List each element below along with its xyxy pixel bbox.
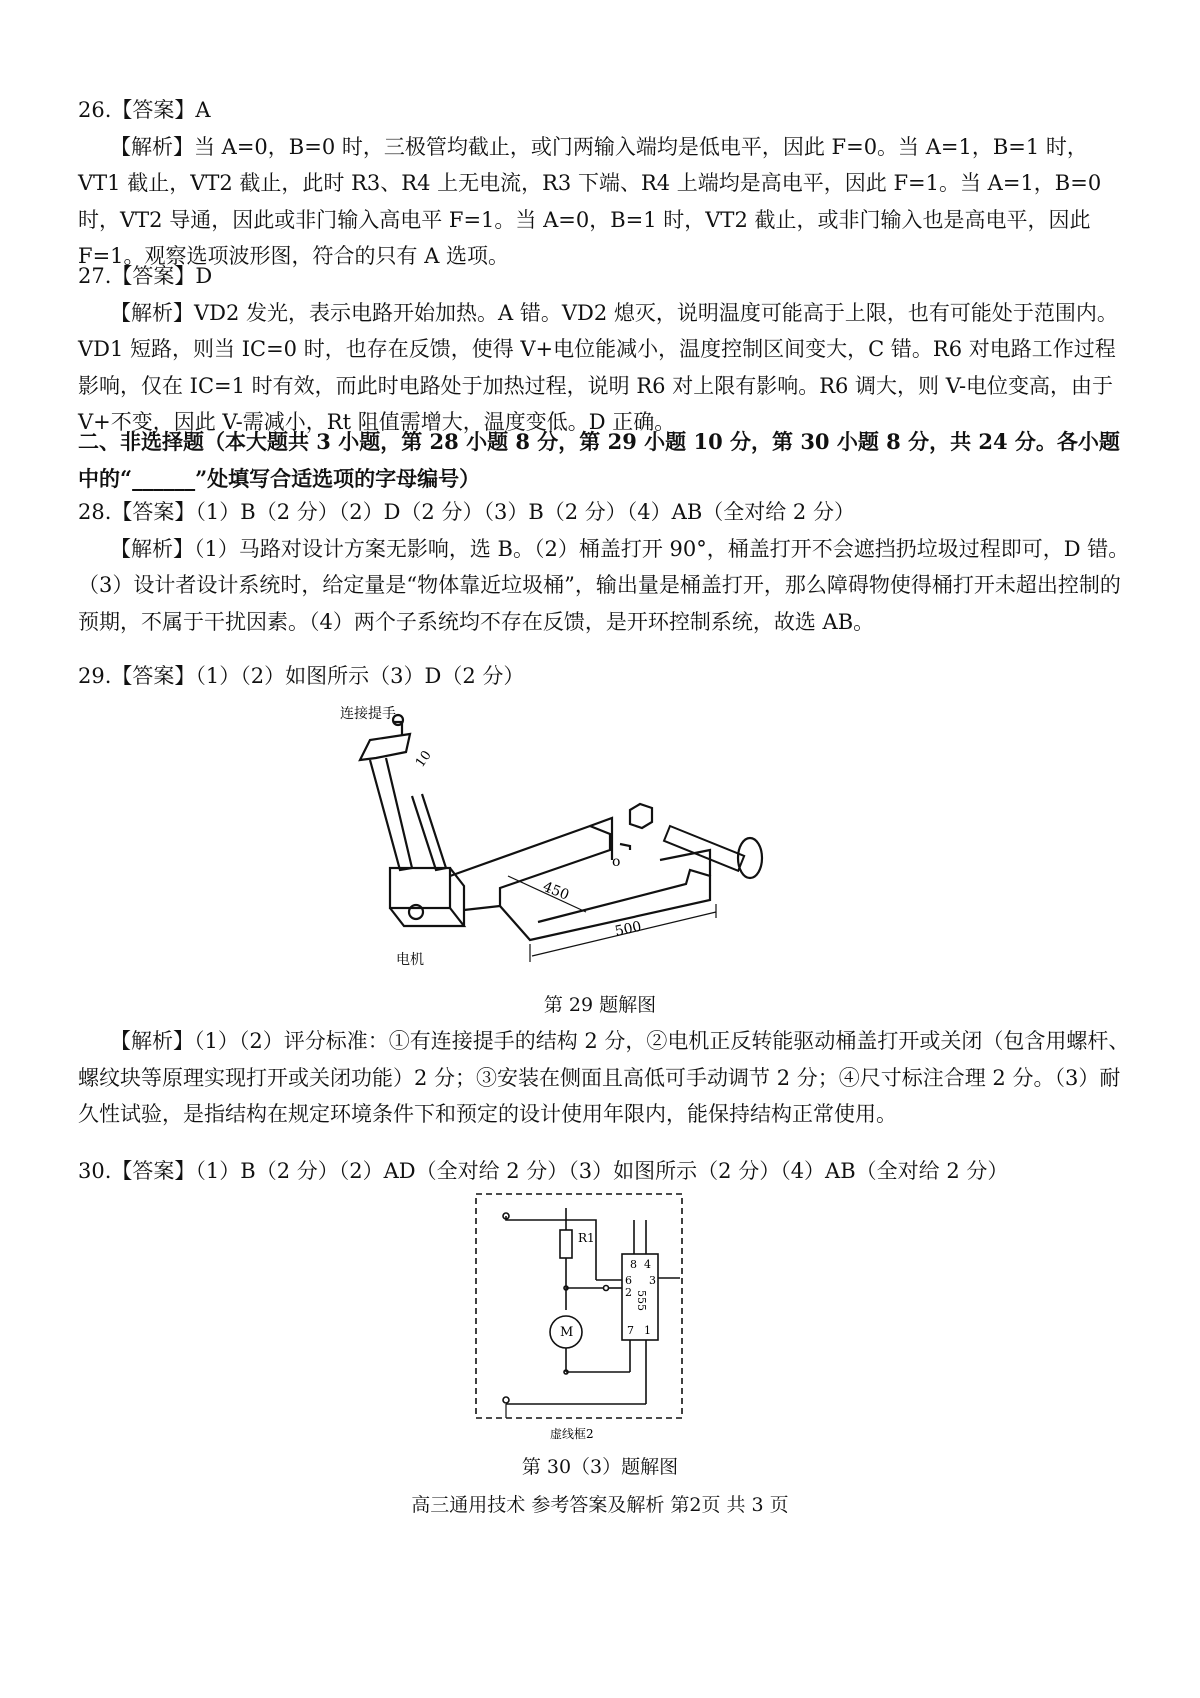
- pin-7: 7: [627, 1324, 634, 1337]
- section2-heading-block: [78, 424, 1130, 497]
- q29-answer-block: [78, 658, 1130, 695]
- page-footer: 高三通用技术 参考答案及解析 第2页 共 3 页: [411, 1494, 789, 1516]
- nut: [630, 804, 652, 828]
- bolt-head: [738, 838, 762, 878]
- q29-analysis: 【解析】（1）（2）评分标准：①有连接提手的结构 2 分，②电机正反转能驱动桶盖打开或关闭（包含用螺杆、螺纹块等原理实现打开或关闭功能）2 分；③安装在侧面且高低可手动调节 2 分；④尺寸标注合理 2 分。（3）耐久性试验，是指结构在规定环境条件下和预定的设计使用年限内，能保持结构正常使用。: [78, 1029, 1130, 1126]
- frame-hole-label: o: [612, 854, 621, 870]
- q27-answer: 27.【答案】D: [78, 264, 213, 288]
- frame: [450, 826, 610, 910]
- q28-analysis: 【解析】（1）马路对设计方案无影响，选 B。（2）桶盖打开 90°，桶盖打开不会遮挡扔垃圾过程即可，D 错。（3）设计者设计系统时，给定量是“物体靠近垃圾桶”，输出量是桶盖打开，那么障碍物使得桶打开未超出控制的预期，不属于干扰因素。（4）两个子系统均不存在反馈，是开环控制系统，故选 AB。: [78, 536, 1130, 634]
- handle-bracket: [360, 734, 410, 760]
- q26-block: [78, 92, 1130, 275]
- dim-500: 500: [613, 918, 643, 940]
- pin-3: 3: [649, 1274, 656, 1287]
- q27-analysis: 【解析】VD2 发光，表示电路开始加热。A 错。VD2 熄灭，说明温度可能高于上限，也有可能处于范围内。VD1 短路，则当 IC=0 时，也存在反馈，使得 V+电位能减小，温度控制区间变大，C 错。R6 对电路工作过程影响，仅在 IC=1 时有效，而此时电路处于加热过程，说明 R6 对上限有影响。R6 调大，则 V-电位变高，由于 V+不变，因此 V-需减小，Rt 阻值需增大，温度变低。D 正确。: [78, 300, 1118, 434]
- q30-answer: 30.【答案】（1）B（2 分）（2）AD（全对给 2 分）（3）如图所示（2 分）（4）AB（全对给 2 分）: [78, 1159, 1009, 1183]
- q30-circuit: [470, 1190, 730, 1460]
- q26-analysis: 【解析】当 A=0，B=0 时，三极管均截止，或门两输入端均是低电平，因此 F=0。当 A=1，B=1 时，VT1 截止，VT2 截止，此时 R3、R4 上无电流，R3 下端、R4 上端均是高电平，因此 F=1。当 A=1，B=0 时，VT2 导通，因此或非门输入高电平 F=1。当 A=0，B=1 时，VT2 截止，或非门输入也是高电平，因此 F=1。观察选项波形图，符合的只有 A 选项。: [78, 134, 1102, 268]
- bolt-shaft: [664, 826, 744, 871]
- label-r1: R1: [578, 1231, 595, 1245]
- motor-block: [390, 868, 450, 908]
- pin-6: 6: [625, 1274, 632, 1287]
- lever-arm: [370, 758, 412, 870]
- dashed-box-label: 虚线框2: [550, 1427, 594, 1441]
- chip-label: 555: [635, 1290, 648, 1311]
- pin-8: 8: [630, 1258, 637, 1271]
- q30-caption: 第 30（3）题解图: [521, 1456, 679, 1478]
- q29-analysis-block: [78, 1023, 1130, 1133]
- label-handle: 连接提手: [340, 706, 396, 722]
- pin-4: 4: [644, 1258, 651, 1271]
- q30-answer-block: [78, 1153, 1130, 1190]
- q28-block: [78, 494, 1130, 640]
- section2-heading: 二、非选择题（本大题共 3 小题，第 28 小题 8 分，第 29 小题 10 分，第 30 小题 8 分，共 24 分。各小题中的“______”处填写合适选项的字母编号）: [78, 429, 1120, 491]
- pin-2: 2: [625, 1286, 632, 1299]
- q27-block: [78, 258, 1130, 441]
- label-motor: 电机: [396, 952, 424, 968]
- dim-10: 10: [412, 748, 435, 771]
- q28-answer: 28.【答案】（1）B（2 分）（2）D（2 分）（3）B（2 分）（4）AB（全对给 2 分）: [78, 500, 855, 524]
- q26-answer: 26.【答案】A: [78, 98, 211, 122]
- label-motor-m: M: [560, 1325, 574, 1340]
- dim-450: 450: [540, 878, 572, 904]
- pin-1: 1: [644, 1324, 651, 1337]
- q29-answer: 29.【答案】（1）（2）如图所示（3）D（2 分）: [78, 664, 525, 688]
- q29-caption: 第 29 题解图: [543, 994, 657, 1016]
- resistor-r1: [560, 1230, 572, 1258]
- dashed-box: [476, 1194, 682, 1418]
- q29-figure: [330, 700, 850, 980]
